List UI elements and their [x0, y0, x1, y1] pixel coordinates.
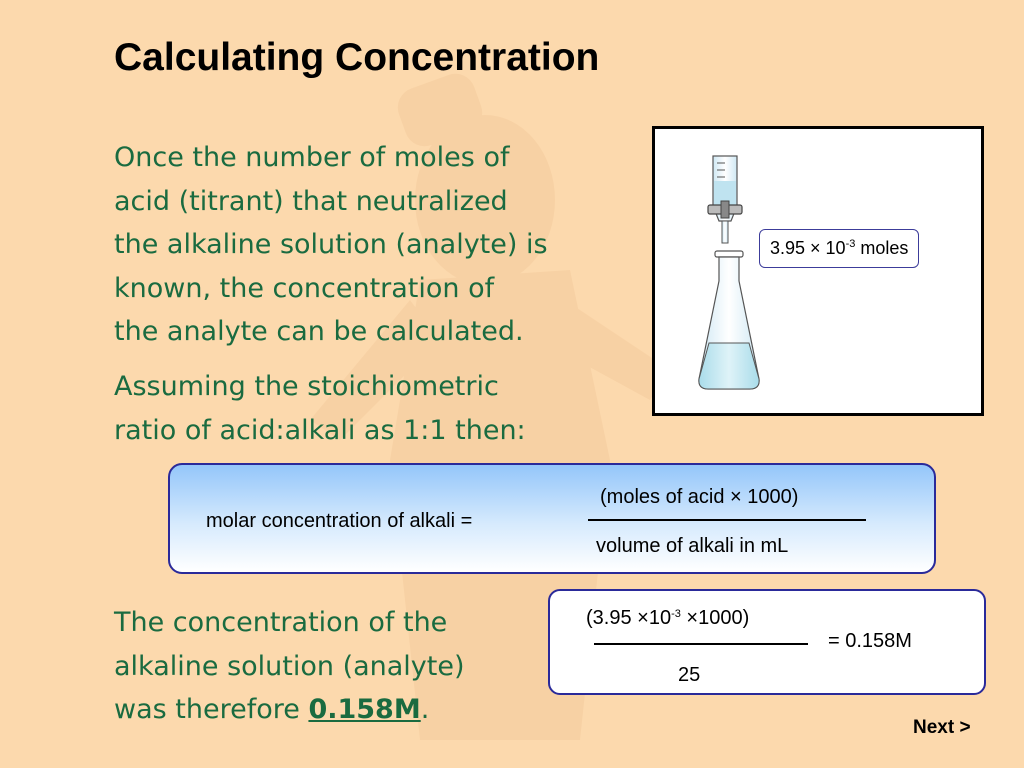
conclusion-suffix: .: [420, 694, 430, 725]
paragraph-line: alkaline solution (analyte): [114, 650, 465, 682]
calculation-exponent: -3: [671, 608, 681, 620]
moles-value: 3.95 × 10: [770, 238, 846, 258]
next-link[interactable]: Next >: [913, 717, 971, 738]
fraction-bar: [588, 519, 866, 521]
paragraph-line: ratio of acid:alkali as 1:1 then:: [114, 414, 526, 446]
calculation-box: [548, 589, 986, 695]
burette-icon: [708, 156, 742, 243]
paragraph-line: Once the number of moles of: [114, 142, 510, 173]
paragraph-line: Assuming the stoichiometric: [114, 371, 499, 402]
paragraph-line: known, the concentration of: [114, 272, 495, 304]
paragraph-line: the analyte can be calculated.: [114, 316, 524, 347]
paragraph-line: The concentration of the: [114, 607, 448, 638]
calculation-result: = 0.158M: [828, 630, 912, 652]
formula-lhs: molar concentration of alkali =: [206, 510, 473, 532]
moles-label: [759, 229, 919, 268]
intro-paragraph: [114, 136, 548, 354]
formula-box: [168, 463, 936, 574]
titration-apparatus-illustration: [655, 129, 981, 413]
moles-unit: moles: [855, 238, 909, 258]
calculation-numerator: [586, 606, 749, 630]
formula-numerator: (moles of acid × 1000): [600, 486, 799, 508]
ratio-paragraph: [114, 365, 526, 452]
answer-value: 0.158M: [308, 694, 421, 725]
titration-apparatus-panel: [652, 126, 984, 416]
conclusion-paragraph: [114, 601, 465, 732]
paragraph-line: [114, 688, 465, 732]
paragraph-line: the alkaline solution (analyte) is: [114, 229, 548, 260]
slide-title: Calculating Concentration: [114, 36, 600, 79]
calculation-numerator-multiplier: ×1000): [680, 607, 750, 629]
calculation-numerator-value: (3.95 ×10: [586, 607, 672, 629]
calculation-denominator: 25: [678, 664, 701, 686]
moles-exponent: -3: [845, 238, 856, 250]
paragraph-line: acid (titrant) that neutralized: [114, 185, 508, 217]
conical-flask-icon: [699, 251, 759, 389]
calculation-fraction-bar: [594, 643, 808, 645]
conclusion-prefix: was therefore: [114, 694, 309, 725]
formula-denominator: volume of alkali in mL: [596, 535, 789, 557]
